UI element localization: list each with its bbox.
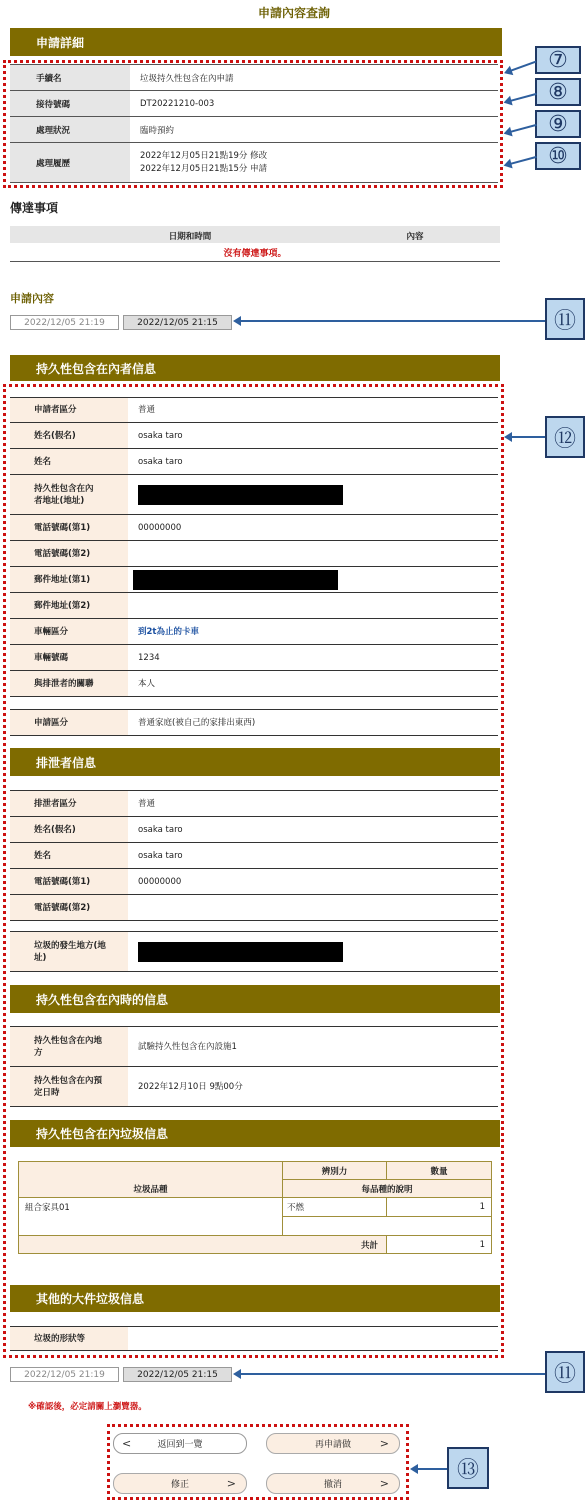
garbage-table (18, 1161, 492, 1254)
field-value (128, 593, 498, 619)
callout-arrow (235, 1373, 545, 1375)
detail-table (10, 64, 498, 183)
version-tab[interactable]: 2022/12/05 21:19 (10, 1367, 119, 1382)
cancel-button[interactable] (266, 1473, 400, 1494)
garbage-col-item: 垃圾品種 (19, 1162, 283, 1198)
chevron-left-icon: < (122, 1437, 132, 1450)
detail-label: 處理履歷 (10, 143, 130, 183)
back-to-list-button[interactable] (113, 1433, 247, 1454)
vehicle-type-value: 到2t為止的卡車 (128, 619, 498, 645)
history-entry: 2022年12月05日21點19分 修改 (140, 150, 268, 161)
callout-arrow (505, 124, 536, 134)
field-label: 申請者區分 (10, 398, 128, 423)
discharger-section-header: 排泄者信息 (10, 748, 500, 776)
callout-10: ⑩ (535, 142, 581, 170)
back-button-label: 返回到一覽 (157, 1440, 203, 1450)
callout-11: ⑪ (545, 1351, 585, 1393)
field-value: osaka taro (128, 843, 498, 869)
field-label: 姓名 (10, 843, 128, 869)
field-label: 與排泄者的關聯 (10, 671, 128, 697)
field-label: 電話號碼(第1) (10, 515, 128, 541)
field-value: 2022年12月10日 9點00分 (128, 1067, 498, 1107)
callout-arrow (412, 1468, 447, 1470)
garbage-col-desc: 每品種的說明 (283, 1180, 492, 1198)
field-value (128, 1327, 498, 1351)
redacted-address (138, 485, 343, 505)
chevron-right-icon: > (379, 1477, 389, 1490)
field-value: 普通 (128, 791, 498, 817)
garbage-item-qty: 1 (387, 1198, 492, 1217)
garbage-section-header: 持久性包含在內垃圾信息 (10, 1120, 500, 1147)
warning-text: ※確認後，必定請關上瀏覽器。 (28, 1402, 147, 1412)
field-label: 車輛號碼 (10, 645, 128, 671)
reapply-button-label: 再申請做 (314, 1440, 351, 1450)
detail-label: 接待號碼 (10, 91, 130, 117)
field-label: 電話號碼(第2) (10, 541, 128, 567)
detail-label: 處理狀況 (10, 117, 130, 143)
version-tab-active[interactable]: 2022/12/05 21:15 (123, 1367, 232, 1382)
field-label: 持久性包含在內預定日時 (10, 1067, 128, 1107)
callout-12: ⑫ (545, 416, 585, 458)
messages-col-date: 日期和時間 (168, 232, 212, 242)
page-title: 申請內容查詢 (257, 6, 330, 20)
redacted-location (138, 942, 343, 962)
detail-value: 垃圾持久性包含在內申請 (130, 65, 498, 91)
detail-value: 臨時預約 (130, 117, 498, 143)
field-label: 郵件地址(第1) (10, 567, 128, 593)
callout-13: ⑬ (447, 1447, 489, 1489)
modify-button-label: 修正 (170, 1480, 189, 1490)
detail-section-header: 申請詳細 (10, 28, 502, 56)
garbage-total-value: 1 (387, 1236, 492, 1254)
field-value: 1234 (128, 645, 498, 671)
messages-divider (10, 261, 500, 262)
holder-table (10, 397, 498, 697)
callout-arrow (506, 436, 545, 438)
field-value: 本人 (128, 671, 498, 697)
field-label: 車輛區分 (10, 619, 128, 645)
callout-11: ⑪ (545, 298, 585, 340)
garbage-item-class: 不燃 (283, 1198, 387, 1217)
field-label: 垃圾的形狀等 (10, 1327, 128, 1351)
garbage-item-name: 組合家具01 (19, 1198, 283, 1236)
modify-button[interactable] (113, 1473, 247, 1494)
application-title: 申請內容 (10, 292, 54, 305)
other-section-header: 其他的大件垃圾信息 (10, 1285, 500, 1312)
location-table (10, 931, 498, 972)
garbage-item-desc (283, 1217, 492, 1236)
field-label: 申請區分 (10, 710, 128, 736)
holder-section-header: 持久性包含在內者信息 (10, 355, 500, 381)
garbage-col-class: 辨別力 (283, 1162, 387, 1180)
messages-title: 傳達事項 (10, 201, 59, 215)
callout-9: ⑨ (535, 110, 581, 138)
field-value: 普通 (128, 398, 498, 423)
discharger-table (10, 790, 498, 921)
other-table (10, 1326, 498, 1351)
callout-arrow (505, 93, 536, 103)
field-label: 郵件地址(第2) (10, 593, 128, 619)
callout-arrow (505, 156, 536, 166)
cancel-button-label: 撤消 (323, 1480, 342, 1490)
garbage-total-label: 共計 (19, 1236, 387, 1254)
field-label: 姓名(假名) (10, 423, 128, 449)
field-label: 電話號碼(第1) (10, 869, 128, 895)
garbage-col-qty: 數量 (387, 1162, 492, 1180)
chevron-right-icon: > (379, 1437, 389, 1450)
field-value: osaka taro (128, 817, 498, 843)
callout-7: ⑦ (535, 46, 581, 74)
callout-arrow (235, 320, 545, 322)
callout-8: ⑧ (535, 78, 581, 106)
field-value: 00000000 (128, 869, 498, 895)
field-label: 排泄者區分 (10, 791, 128, 817)
callout-arrow (506, 61, 537, 74)
field-value: 00000000 (128, 515, 498, 541)
chevron-right-icon: > (226, 1477, 236, 1490)
detail-label: 手續名 (10, 65, 130, 91)
history-entry: 2022年12月05日21點15分 申請 (140, 163, 268, 174)
redacted-email (133, 570, 338, 590)
field-label: 持久性包含在內地方 (10, 1027, 128, 1067)
messages-col-content: 內容 (406, 232, 424, 242)
reapply-button[interactable] (266, 1433, 400, 1454)
field-label: 垃圾的發生地方(地址) (10, 932, 128, 972)
field-value (128, 541, 498, 567)
field-label: 持久性包含在內者地址(地址) (10, 475, 128, 515)
field-value: osaka taro (128, 423, 498, 449)
time-table (10, 1026, 498, 1107)
detail-value: DT20221210-003 (130, 91, 498, 117)
version-tab[interactable]: 2022/12/05 21:19 (10, 315, 119, 330)
application-type-table (10, 709, 498, 736)
field-value (128, 895, 498, 921)
field-label: 電話號碼(第2) (10, 895, 128, 921)
field-label: 姓名 (10, 449, 128, 475)
field-label: 姓名(假名) (10, 817, 128, 843)
version-tab-active[interactable]: 2022/12/05 21:15 (123, 315, 232, 330)
field-value: 試驗持久性包含在內設施1 (128, 1027, 498, 1067)
messages-empty: 沒有傳達事項。 (223, 249, 287, 259)
field-value: 普通家庭(被自己的家排出東西) (128, 710, 498, 736)
field-value: osaka taro (128, 449, 498, 475)
time-section-header: 持久性包含在內時的信息 (10, 985, 500, 1013)
